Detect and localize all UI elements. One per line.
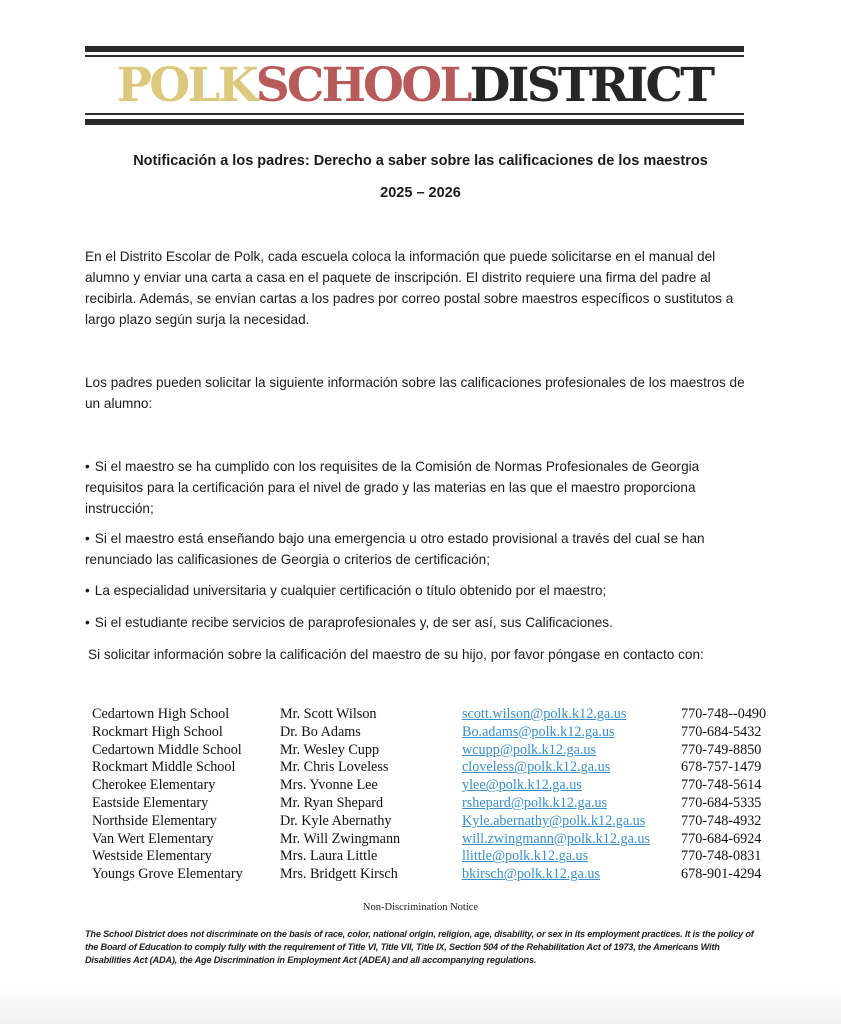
scan-bottom-shadow: [0, 990, 841, 1024]
bullet-item: [85, 580, 750, 601]
logo-school: SCHOOL: [255, 58, 470, 113]
contact-name: Mr. Chris Loveless: [280, 759, 389, 776]
contact-school: Rockmart High School: [92, 723, 223, 740]
contact-phone: 770-684-5432: [681, 723, 762, 740]
contact-phone: 770-748-5614: [681, 777, 762, 794]
contact-row: [92, 742, 792, 760]
contact-email-link[interactable]: rshepard@polk.k12.ga.us: [462, 794, 608, 811]
contact-name: Mr. Will Zwingmann: [280, 830, 401, 847]
contact-row: [92, 724, 792, 742]
bullet-icon: •: [85, 531, 90, 546]
logo-district: DISTRICT: [469, 58, 713, 113]
bullet-text: Si el maestro está enseñando bajo una emergencia u otro estado provisional a través del cual se han renunciado las calificasiones de Georgia o criterios de certificación;: [85, 531, 705, 567]
contact-name: Dr. Bo Adams: [280, 723, 361, 740]
contact-school: Rockmart Middle School: [92, 759, 236, 776]
contact-school: Van Wert Elementary: [92, 830, 214, 847]
contact-name: Mrs. Yvonne Lee: [280, 777, 378, 794]
page-title: Notificación a los padres: Derecho a saber sobre las calificaciones de los maestros: [133, 153, 708, 169]
logo-wordmark: [85, 58, 744, 113]
contact-name: Mr. Wesley Cupp: [280, 741, 380, 758]
logo-rule-bottom-thin: [85, 113, 744, 115]
contact-school: Northside Elementary: [92, 812, 217, 829]
contact-school: Cedartown High School: [92, 706, 230, 722]
contact-email-link[interactable]: cloveless@polk.k12.ga.us: [462, 759, 611, 776]
contact-row: [92, 706, 792, 724]
contact-phone: 678-757-1479: [681, 759, 762, 776]
contact-email-link[interactable]: Bo.adams@polk.k12.ga.us: [462, 723, 615, 740]
bullet-icon: •: [85, 615, 90, 630]
contacts-table: [92, 706, 792, 884]
contact-row: [92, 866, 792, 884]
contact-phone: 770-748-4932: [681, 812, 762, 829]
contact-name: Mrs. Bridgett Kirsch: [280, 866, 398, 883]
contact-school: Cedartown Middle School: [92, 741, 242, 758]
contact-school: Youngs Grove Elementary: [92, 866, 243, 883]
contact-row: [92, 759, 792, 777]
school-year: 2025 – 2026: [380, 185, 461, 201]
contact-row: [92, 813, 792, 831]
bullet-item: [85, 612, 750, 633]
bullet-icon: •: [85, 459, 90, 474]
contact-email-link[interactable]: Kyle.abernathy@polk.k12.ga.us: [462, 812, 646, 829]
contact-name: Dr. Kyle Abernathy: [280, 812, 392, 829]
contact-email-link[interactable]: ylee@polk.k12.ga.us: [462, 777, 582, 794]
contact-email-link[interactable]: bkirsch@polk.k12.ga.us: [462, 866, 600, 883]
contact-email-link[interactable]: llittle@polk.k12.ga.us: [462, 848, 589, 865]
contact-phone: 770-684-6924: [681, 830, 762, 847]
logo-rule-top-thick: [85, 46, 744, 52]
contact-phone: 770-748--0490: [681, 706, 767, 722]
request-intro-paragraph: Los padres pueden solicitar la siguiente información sobre las calificaciones profesionales de los maestros de un alumno:: [85, 375, 745, 411]
bullet-item: [85, 456, 750, 519]
logo-polk: POLK: [116, 58, 256, 113]
contact-row: [92, 848, 792, 866]
bullet-text: Si el estudiante recibe servicios de paraprofesionales y, de ser así, sus Calificaciones.: [94, 615, 613, 630]
contact-school: Eastside Elementary: [92, 794, 209, 811]
bullet-text: Si el maestro se ha cumplido con los requisites de la Comisión de Normas Profesionales de Georgia requisitos para la certificación para el nivel de grado y las materias en las que el maestro proporciona instrucción;: [85, 459, 700, 516]
district-logo: [85, 46, 744, 128]
contact-email-link[interactable]: will.zwingmann@polk.k12.ga.us: [462, 830, 651, 847]
contact-name: Mr. Scott Wilson: [280, 706, 377, 722]
intro-paragraph: En el Distrito Escolar de Polk, cada escuela coloca la información que puede solicitarse en el manual del alumno y enviar una carta a casa en el paquete de inscripción. El distrito requiere una firma del padre al recibirla. Además, se envían cartas a los padres por correo postal sobre maestros específicos o sustitutos a largo plazo según surja la necesidad.: [85, 249, 734, 327]
contact-row: [92, 831, 792, 849]
contact-school: Westside Elementary: [92, 848, 212, 865]
logo-rule-top-thin: [85, 55, 744, 57]
contact-school: Cherokee Elementary: [92, 777, 216, 794]
contact-name: Mr. Ryan Shepard: [280, 794, 384, 811]
contact-row: [92, 777, 792, 795]
bullet-item: [85, 528, 750, 570]
contact-email-link[interactable]: scott.wilson@polk.k12.ga.us: [462, 706, 627, 722]
contact-phone: 770-748-0831: [681, 848, 762, 865]
nondiscrimination-title: Non-Discrimination Notice: [362, 902, 479, 913]
logo-rule-bottom-thick: [85, 119, 744, 125]
contact-row: [92, 795, 792, 813]
contact-phone: 678-901-4294: [681, 866, 762, 883]
bullet-text: La especialidad universitaria y cualquier certificación o título obtenido por el maestro;: [94, 583, 607, 598]
contact-phone: 770-684-5335: [681, 794, 762, 811]
bullet-icon: •: [85, 583, 90, 598]
contact-email-link[interactable]: wcupp@polk.k12.ga.us: [462, 741, 597, 758]
nondiscrimination-text: The School District does not discriminate on the basis of race, color, national origin, religion, age, disability, or sex in its employment practices. It is the policy of the Board of Education to comply fully with the requirement of Title VI, Title VII, Title IX, Section 504 of the Rehabilitation Act of 1973, the Americans With Disabilities Act (ADA), the Age Discrimination in Employment Act (ADEA) and all accompanying regulations.: [85, 929, 754, 965]
contact-phone: 770-749-8850: [681, 741, 762, 758]
contact-name: Mrs. Laura Little: [280, 848, 378, 865]
contact-intro: Si solicitar información sobre la calificación del maestro de su hijo, por favor póngase en contacto con:: [88, 647, 704, 662]
